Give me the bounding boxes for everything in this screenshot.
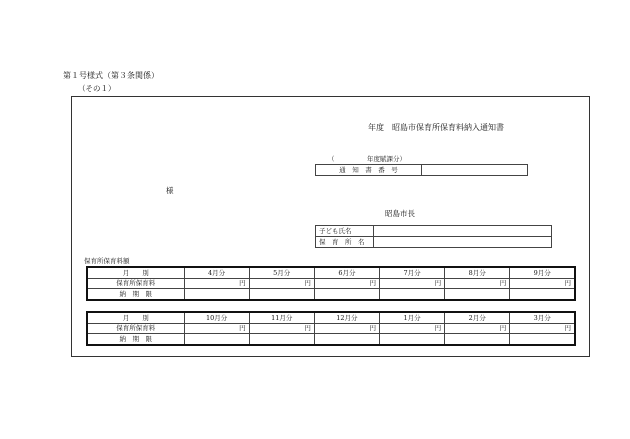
- month-header: 8月分: [445, 267, 510, 278]
- month-header-row: [87, 312, 575, 323]
- month-row-label: 月 別: [87, 267, 184, 278]
- deadline-row: [87, 334, 575, 345]
- month-header: 7月分: [379, 267, 444, 278]
- notice-number-value: [422, 165, 528, 176]
- nursery-name-label: 保 育 所 名: [316, 237, 374, 248]
- fee-row: [87, 278, 575, 289]
- month-header: 12月分: [314, 312, 379, 323]
- deadline-cell: [184, 289, 249, 300]
- form-number: 第１号様式（第３条関係）: [63, 71, 159, 80]
- deadline-cell: [249, 289, 314, 300]
- month-header: 3月分: [510, 312, 575, 323]
- document-title: 年度 昭島市保育所保育料納入通知書: [368, 123, 504, 132]
- deadline-cell: [510, 289, 575, 300]
- fee-amount-cell: 円: [314, 323, 379, 334]
- fee-amount-cell: 円: [184, 323, 249, 334]
- deadline-cell: [314, 334, 379, 345]
- fee-amount-cell: 円: [249, 278, 314, 289]
- deadline-cell: [379, 334, 444, 345]
- month-header: 10月分: [184, 312, 249, 323]
- notice-number-table: [315, 164, 528, 176]
- fee-section-label: 保育所保育料額: [84, 257, 130, 265]
- month-header: 11月分: [249, 312, 314, 323]
- deadline-cell: [379, 289, 444, 300]
- fee-amount-cell: 円: [445, 323, 510, 334]
- fee-amount-cell: 円: [379, 278, 444, 289]
- fee-row-label: 保育所保育料: [87, 278, 184, 289]
- form-sub-number: （その１）: [78, 84, 116, 93]
- month-header: 4月分: [184, 267, 249, 278]
- fee-table-second-half: [86, 311, 576, 346]
- fee-amount-cell: 円: [510, 278, 575, 289]
- fee-amount-cell: 円: [445, 278, 510, 289]
- month-header: 5月分: [249, 267, 314, 278]
- deadline-cell: [445, 289, 510, 300]
- month-header: 6月分: [314, 267, 379, 278]
- fee-row: [87, 323, 575, 334]
- child-name-value: [374, 226, 552, 237]
- fee-amount-cell: 円: [510, 323, 575, 334]
- month-header: 9月分: [510, 267, 575, 278]
- assessment-year-note: （ 年度賦課分）: [328, 155, 406, 163]
- fee-row-label: 保育所保育料: [87, 323, 184, 334]
- deadline-cell: [510, 334, 575, 345]
- deadline-cell: [249, 334, 314, 345]
- fee-amount-cell: 円: [184, 278, 249, 289]
- fee-amount-cell: 円: [379, 323, 444, 334]
- fee-amount-cell: 円: [249, 323, 314, 334]
- deadline-row-label: 納 期 限: [87, 334, 184, 345]
- deadline-row: [87, 289, 575, 300]
- child-info-table: [315, 225, 552, 248]
- deadline-cell: [314, 289, 379, 300]
- issuer-name: 昭島市長: [385, 209, 415, 218]
- recipient-suffix: 様: [166, 186, 174, 195]
- child-name-label: 子ども氏名: [316, 226, 374, 237]
- deadline-cell: [184, 334, 249, 345]
- nursery-name-value: [374, 237, 552, 248]
- month-row-label: 月 別: [87, 312, 184, 323]
- fee-amount-cell: 円: [314, 278, 379, 289]
- fee-table-first-half: [86, 266, 576, 301]
- deadline-row-label: 納 期 限: [87, 289, 184, 300]
- month-header: 2月分: [445, 312, 510, 323]
- month-header-row: [87, 267, 575, 278]
- deadline-cell: [445, 334, 510, 345]
- month-header: 1月分: [379, 312, 444, 323]
- notice-number-label: 通 知 書 番 号: [316, 165, 422, 176]
